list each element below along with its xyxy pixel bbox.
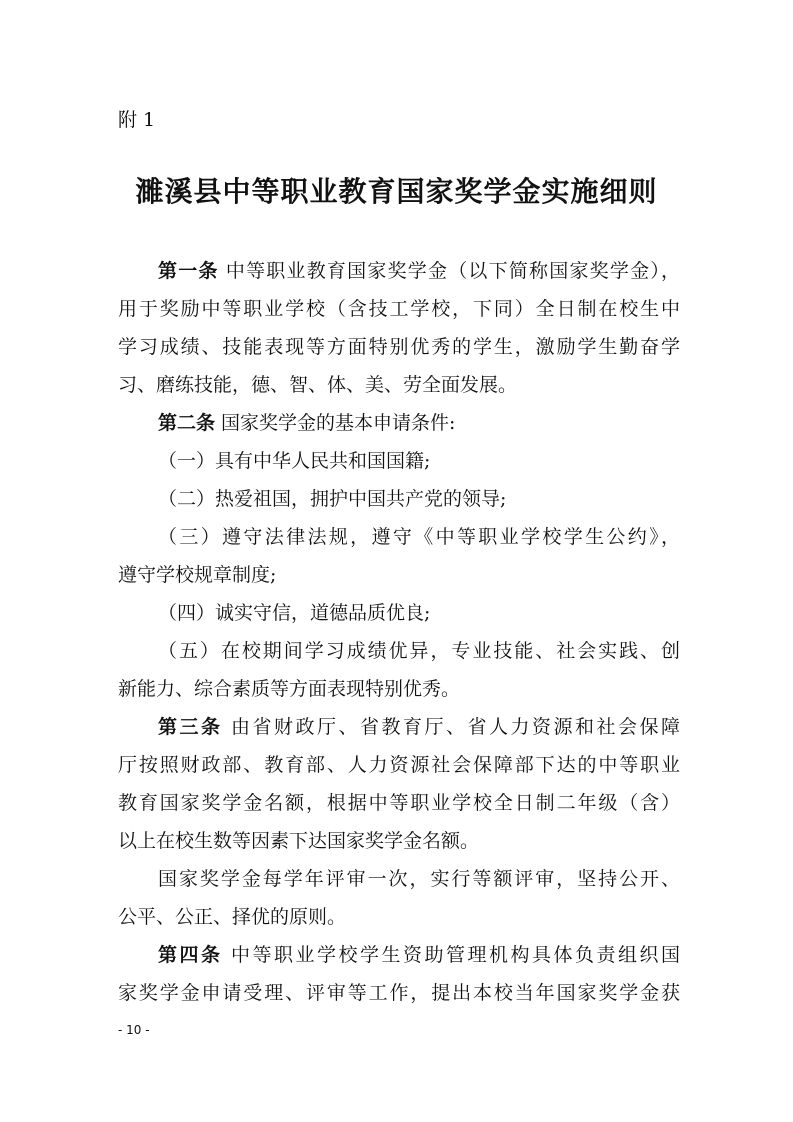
text-line [118,632,680,670]
line-text: 学习成绩、技能表现等方面特别优秀的学生，激励学生勤奋学 [118,336,680,358]
text-line [118,708,680,746]
text-line [118,860,680,898]
article-heading: 第四条 [158,944,223,966]
line-text: （三）遵守法律法规，遵守《中等职业学校学生公约》， [158,526,680,548]
line-text: （五）在校期间学习成绩优异，专业技能、社会实践、创 [158,640,680,662]
document-title: 濉溪县中等职业教育国家奖学金实施细则 [135,175,658,208]
text-line [118,898,680,936]
text-line [118,670,680,708]
line-text: 中等职业教育国家奖学金（以下简称国家奖学金）， [218,260,680,282]
article-heading: 第一条 [158,260,219,282]
line-text: 用于奖励中等职业学校（含技工学校，下同）全日制在校生中 [118,298,680,320]
text-line [118,746,680,784]
text-line [118,290,680,328]
line-text: 家奖学金申请受理、评审等工作，提出本校当年国家奖学金获 [118,982,680,1004]
attachment-label: 附 1 [118,109,156,131]
line-text: （一）具有中华人民共和国国籍; [158,450,431,472]
line-text: 新能力、综合素质等方面表现特别优秀。 [118,678,461,700]
line-text: 教育国家奖学金名额，根据中等职业学校全日制二年级（含） [118,792,680,814]
line-text: 国家奖学金每学年评审一次，实行等额评审，坚持公开、 [158,868,680,890]
text-line [118,822,680,860]
text-line [118,936,680,974]
page-number: - 10 - [118,1023,150,1037]
article-heading: 第二条 [158,412,216,434]
document-body [118,252,680,1012]
text-line [118,594,680,632]
text-line [118,252,680,290]
line-text: 遵守学校规章制度; [118,564,277,586]
line-text: 国家奖学金的基本申请条件: [215,412,456,434]
text-line [118,480,680,518]
text-line [118,556,680,594]
line-text: （四）诚实守信，道德品质优良; [158,602,431,624]
line-text: 厅按照财政部、教育部、人力资源社会保障部下达的中等职业 [118,754,680,776]
text-line [118,404,680,442]
article-heading: 第三条 [158,716,223,738]
line-text: 中等职业学校学生资助管理机构具体负责组织国 [222,944,680,966]
text-line [118,784,680,822]
line-text: 由省财政厅、省教育厅、省人力资源和社会保障 [222,716,680,738]
text-line [118,442,680,480]
text-line [118,974,680,1012]
text-line [118,366,680,404]
text-line [118,328,680,366]
line-text: 公平、公正、择优的原则。 [118,906,347,928]
line-text: 习、磨练技能，德、智、体、美、劳全面发展。 [118,374,518,396]
line-text: （二）热爱祖国，拥护中国共产党的领导; [158,488,507,510]
text-line [118,518,680,556]
line-text: 以上在校生数等因素下达国家奖学金名额。 [118,830,480,852]
